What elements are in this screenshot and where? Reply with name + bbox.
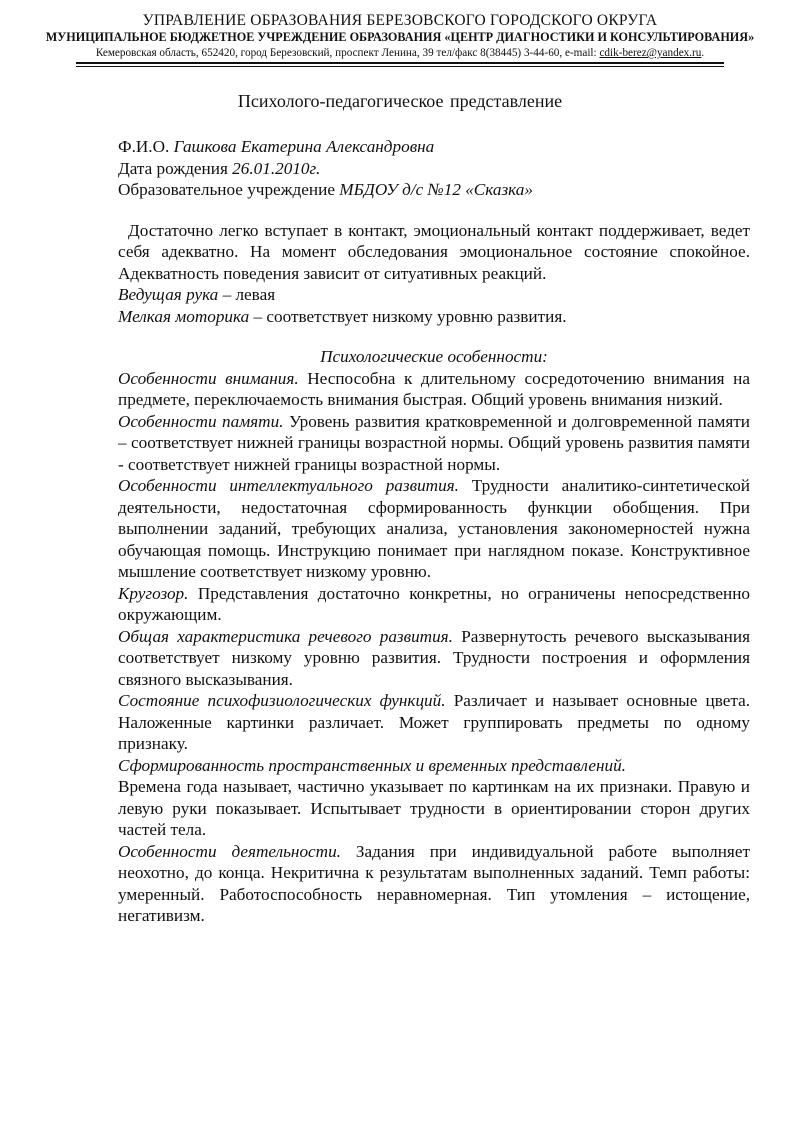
leading-hand-text: – левая <box>218 285 276 304</box>
feature-label: Особенности памяти. <box>118 411 284 431</box>
feature-memory <box>118 411 750 476</box>
meta-dob <box>118 158 750 180</box>
feature-label: Сформированность пространственных и временных представлений. <box>118 755 626 775</box>
feature-label: Особенности деятельности. <box>118 841 341 861</box>
meta-name-label: Ф.И.О. <box>118 137 174 156</box>
feature-text: Различает и называет основные цвета. Наложенные картинки различает. Может группировать предметы по одному признаку. <box>118 691 750 753</box>
section-title: Психологические особенности: <box>320 347 548 366</box>
letterhead-department: УПРАВЛЕНИЕ ОБРАЗОВАНИЯ БЕРЕЗОВСКОГО ГОРОДСКОГО ОКРУГА <box>142 12 658 29</box>
meta-name <box>118 136 750 158</box>
leading-hand-label: Ведущая рука <box>118 285 219 304</box>
feature-label: Особенности интеллектуального развития. <box>118 476 459 495</box>
feature-outlook <box>118 583 750 626</box>
feature-text: Времена года называет, частично указывает по картинкам на их признаки. Правую и левую руки показывает. Испытывает трудности в ориентировании сторон других частей тела. <box>118 777 750 839</box>
meta-name-value: Гашкова Екатерина Александровна <box>173 137 435 156</box>
feature-label: Кругозор. <box>118 583 189 603</box>
feature-text: Развернутость речевого высказывания соответствует низкому уровню развития. Трудности построения и оформления связного высказывания. <box>118 626 750 689</box>
meta-dob-label: Дата рождения <box>118 158 233 178</box>
feature-speech <box>118 626 750 691</box>
intro-paragraph <box>118 220 750 285</box>
letterhead-address: Кемеровская область, 652420, город Березовский, проспект Ленина, 39 тел/факс 8(38445) 3-44-60, e-mail: <box>95 47 600 59</box>
feature-text: Представления достаточно конкретны, но ограничены непосредственно окружающим. <box>118 583 750 624</box>
letterhead-period: . <box>701 47 705 59</box>
intro-text: Достаточно легко вступает в контакт, эмоциональный контакт поддерживает, ведет себя адекватно. На момент обследования эмоциональное состояние спокойное. Адекватность поведения зависит от ситуативных реакций. <box>118 220 750 283</box>
letterhead-rule-thick <box>76 62 724 64</box>
meta-dob-value: 26.01.2010г. <box>232 158 321 178</box>
meta-school-label: Образовательное учреждение <box>118 180 340 199</box>
document-title: Психолого-педагогическое представление <box>237 91 563 111</box>
feature-label: Общая характеристика речевого развития. <box>118 626 453 646</box>
meta-school <box>118 179 750 201</box>
document-body <box>118 136 750 927</box>
feature-attention <box>118 368 750 411</box>
letterhead-institution: МУНИЦИПАЛЬНОЕ БЮДЖЕТНОЕ УЧРЕЖДЕНИЕ ОБРАЗОВАНИЯ «ЦЕНТР ДИАГНОСТИКИ И КОНСУЛЬТИРОВАНИЯ» <box>45 30 755 44</box>
fine-motor <box>118 306 750 328</box>
feature-spatial-text <box>118 776 750 841</box>
feature-text: Задания при индивидуальной работе выполняет неохотно, до конца. Некритична к результатам выполненных заданий. Темп работы: умеренный. Работоспособность неравномерная. Тип утомления – истощение, негативизм. <box>118 841 750 925</box>
letterhead-contacts <box>40 47 760 59</box>
feature-psychophysiology <box>118 690 750 755</box>
letterhead-email-link[interactable]: cdik-berez@yandex.ru <box>599 47 702 59</box>
letterhead-rule-thin <box>76 66 724 67</box>
fine-motor-text: – соответствует низкому уровню развития. <box>249 306 567 326</box>
meta-school-value: МБДОУ д/с №12 «Сказка» <box>339 180 533 199</box>
feature-text: Уровень развития кратковременной и долговременной памяти – соответствует нижней границы возрастной нормы. Общий уровень развития памяти - соответствует нижней границы возрастной нормы. <box>118 411 751 474</box>
fine-motor-label: Мелкая моторика <box>118 306 250 326</box>
feature-spatial-heading <box>118 755 750 777</box>
feature-intellect <box>118 475 750 583</box>
feature-text: Трудности аналитико-синтетической деятельности, недостаточная сформированность функции обобщения. При выполнении заданий, требующих анализа, установления закономерностей нужна обучающая помощь. Инструкцию понимает при наглядном показе. Конструктивное мышление соответствует низкому уровню. <box>118 476 750 581</box>
feature-activity <box>118 841 750 927</box>
feature-text: Неспособна к длительному сосредоточению внимания на предмете, переключаемость внимания быстрая. Общий уровень внимания низкий. <box>118 368 750 409</box>
leading-hand <box>118 284 750 306</box>
feature-label: Состояние психофизиологических функций. <box>118 691 446 710</box>
spacer <box>118 201 750 220</box>
feature-label: Особенности внимания. <box>118 368 299 388</box>
